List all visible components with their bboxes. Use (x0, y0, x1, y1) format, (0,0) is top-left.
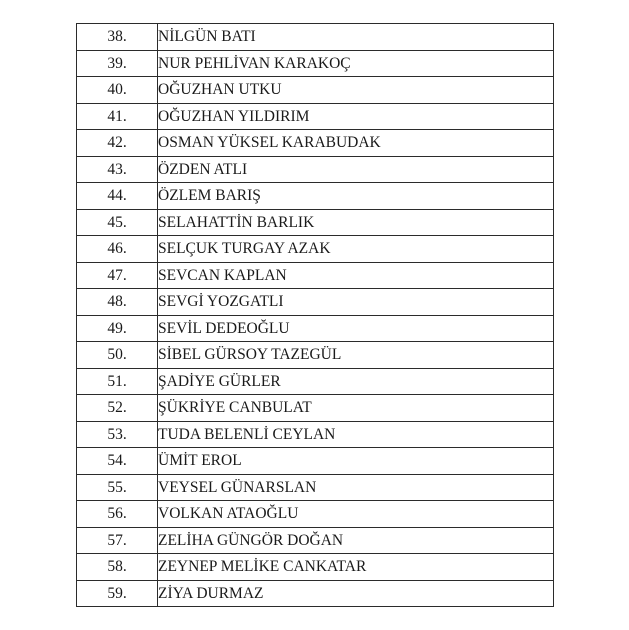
person-name-cell: ZEYNEP MELİKE CANKATAR (158, 554, 554, 581)
row-number-cell: 48. (77, 289, 158, 316)
row-number-cell: 58. (77, 554, 158, 581)
table-row (77, 103, 554, 130)
row-number-cell: 39. (77, 50, 158, 77)
table-row (77, 50, 554, 77)
table-row (77, 554, 554, 581)
person-name-cell: ŞADİYE GÜRLER (158, 368, 554, 395)
row-number-cell: 47. (77, 262, 158, 289)
row-number-cell: 46. (77, 236, 158, 263)
person-name-cell: NİLGÜN BATI (158, 24, 554, 51)
person-name-cell: ÖZLEM BARIŞ (158, 183, 554, 210)
person-name-cell: OĞUZHAN YILDIRIM (158, 103, 554, 130)
person-name-cell: ŞÜKRİYE CANBULAT (158, 395, 554, 422)
table-row (77, 474, 554, 501)
table-row (77, 209, 554, 236)
table-row (77, 289, 554, 316)
row-number-cell: 59. (77, 580, 158, 607)
person-name-cell: ÖZDEN ATLI (158, 156, 554, 183)
row-number-cell: 43. (77, 156, 158, 183)
table-row (77, 183, 554, 210)
table-row (77, 501, 554, 528)
person-name-cell: VOLKAN ATAOĞLU (158, 501, 554, 528)
table-row (77, 342, 554, 369)
row-number-cell: 54. (77, 448, 158, 475)
row-number-cell: 42. (77, 130, 158, 157)
row-number-cell: 45. (77, 209, 158, 236)
table-row (77, 527, 554, 554)
row-number-cell: 57. (77, 527, 158, 554)
person-name-cell: ZİYA DURMAZ (158, 580, 554, 607)
row-number-cell: 53. (77, 421, 158, 448)
name-list-body (77, 24, 554, 607)
person-name-cell: NUR PEHLİVAN KARAKOÇ (158, 50, 554, 77)
table-row (77, 368, 554, 395)
person-name-cell: SEVİL DEDEOĞLU (158, 315, 554, 342)
row-number-cell: 55. (77, 474, 158, 501)
table-row (77, 236, 554, 263)
table-row (77, 395, 554, 422)
person-name-cell: OĞUZHAN UTKU (158, 77, 554, 104)
name-list-table (76, 23, 554, 607)
person-name-cell: SEVGİ YOZGATLI (158, 289, 554, 316)
table-row (77, 130, 554, 157)
row-number-cell: 41. (77, 103, 158, 130)
table-row (77, 77, 554, 104)
person-name-cell: SİBEL GÜRSOY TAZEGÜL (158, 342, 554, 369)
person-name-cell: SELÇUK TURGAY AZAK (158, 236, 554, 263)
person-name-cell: TUDA BELENLİ CEYLAN (158, 421, 554, 448)
person-name-cell: SELAHATTİN BARLIK (158, 209, 554, 236)
table-row (77, 262, 554, 289)
table-row (77, 421, 554, 448)
person-name-cell: VEYSEL GÜNARSLAN (158, 474, 554, 501)
row-number-cell: 49. (77, 315, 158, 342)
table-row (77, 156, 554, 183)
person-name-cell: OSMAN YÜKSEL KARABUDAK (158, 130, 554, 157)
row-number-cell: 38. (77, 24, 158, 51)
row-number-cell: 56. (77, 501, 158, 528)
row-number-cell: 51. (77, 368, 158, 395)
person-name-cell: ÜMİT EROL (158, 448, 554, 475)
person-name-cell: ZELİHA GÜNGÖR DOĞAN (158, 527, 554, 554)
table-row (77, 580, 554, 607)
row-number-cell: 52. (77, 395, 158, 422)
table-row (77, 24, 554, 51)
row-number-cell: 44. (77, 183, 158, 210)
table-row (77, 448, 554, 475)
row-number-cell: 50. (77, 342, 158, 369)
person-name-cell: SEVCAN KAPLAN (158, 262, 554, 289)
table-row (77, 315, 554, 342)
row-number-cell: 40. (77, 77, 158, 104)
